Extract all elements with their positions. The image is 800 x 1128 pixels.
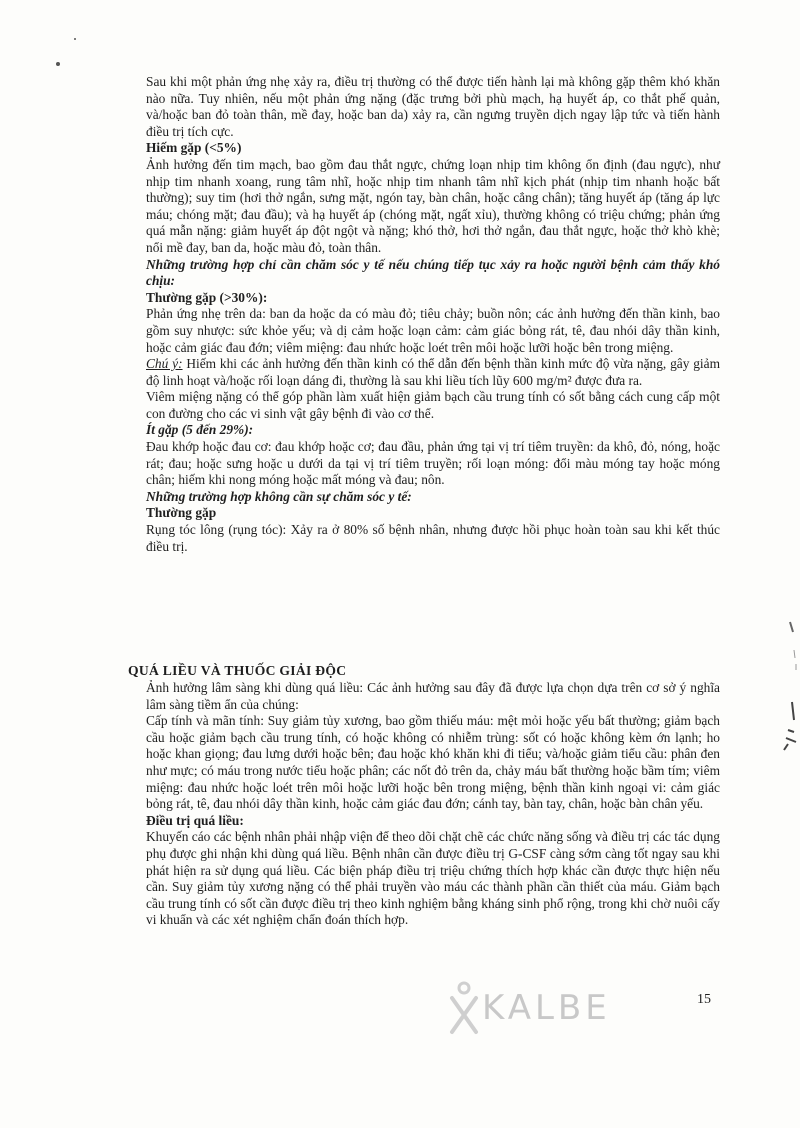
paragraph-less-common: Đau khớp hoặc đau cơ: đau khớp hoặc cơ; đau đầu, phản ứng tại vị trí tiêm truyền: da khô, đỏ, nóng, hoặc rát; đau; hoặc sưng hoặc u dưới da tại vị trí tiêm truyền; rối loạn móng: đổi màu móng tay hoặc móng chân; hiếm khi nong móng hoặc mất móng và đau; nôn. xyxy=(146,439,720,488)
note-text: Hiếm khi các ảnh hưởng đến thần kinh có thể dẫn đến bệnh thần kinh mức độ vừa nặng, gây giảm độ linh hoạt và/hoặc rối loạn dáng đi, thường là sau khi liều tích lũy 600 mg/m² được đưa ra. xyxy=(146,356,720,388)
paragraph-mild-reaction: Sau khi một phản ứng nhẹ xảy ra, điều trị thường có thể được tiến hành lại mà không gặp thêm khó khăn nào nữa. Tuy nhiên, nếu một phản ứng nặng (đặc trưng bởi phù mạch, hạ huyết áp, co thắt phế quản, và/hoặc ban đỏ toàn thân, mề đay, hoặc ban da) xảy ra, cần ngưng truyền dịch ngay lập tức và tiến hành điều trị tích cực. xyxy=(146,74,720,139)
adverse-effects-section xyxy=(146,74,720,555)
scan-speck xyxy=(74,38,76,40)
overdose-section xyxy=(146,680,720,929)
kalbe-watermark xyxy=(446,980,616,1040)
note-label: Chú ý: xyxy=(146,356,183,372)
paragraph-clinical-effects: Ảnh hưởng lâm sàng khi dùng quá liều: Các ảnh hưởng sau đây đã được lựa chọn dựa trên cơ sở ý nghĩa lâm sàng tiềm ẩn của chúng: xyxy=(146,680,720,712)
heading-common-30: Thường gặp (>30%): xyxy=(146,289,268,305)
kalbe-logo-icon xyxy=(446,980,486,1040)
heading-rare: Hiếm gặp (<5%) xyxy=(146,140,242,156)
watermark-text: KALBE xyxy=(482,988,611,1028)
scan-edge-marks xyxy=(776,620,800,780)
page-number: 15 xyxy=(697,992,711,1007)
paragraph-note xyxy=(146,356,720,389)
paragraph-common-30: Phản ứng nhẹ trên da: ban da hoặc da có màu đỏ; tiêu chảy; buồn nôn; các ảnh hưởng đến thần kinh, bao gồm suy nhược: sức khỏe yếu; và dị cảm hoặc loạn cảm: cảm giác bỏng rát, tê, đau nhói dây thần kinh, hoặc cảm giác đau đớn; viêm miệng: đau nhức hoặc loét trên môi hoặc lưỡi hoặc bên trong miệng. xyxy=(146,306,720,355)
heading-less-common: Ít gặp (5 đến 29%): xyxy=(146,422,254,438)
paragraph-overdose-treatment: Khuyến cáo các bệnh nhân phải nhập viện để theo dõi chặt chẽ các chức năng sống và điều trị các tác dụng phụ được ghi nhận khi dùng quá liều. Bệnh nhân cần được điều trị G-CSF càng sớm càng tốt ngay sau khi phát hiện ra sử dụng quá liều. Các biện pháp điều trị triệu chứng thích hợp khác cần được thực hiện nếu cần. Suy giảm tủy xương nặng có thể phải truyền vào máu các thành phần cần thiết của máu. Giảm bạch cầu trung tính có sốt cần được điều trị theo kinh nghiệm bằng kháng sinh phổ rộng, trong khi chờ nuôi cấy vi khuẩn và các xét nghiệm chẩn đoán thích hợp. xyxy=(146,829,720,928)
heading-overdose-treatment: Điều trị quá liều: xyxy=(146,812,244,828)
paragraph-stomatitis: Viêm miệng nặng có thể góp phần làm xuất hiện giảm bạch cầu trung tính có sốt bằng cách cung cấp một con đường cho các vi sinh vật gây bệnh đi vào cơ thể. xyxy=(146,389,720,421)
paragraph-acute-chronic: Cấp tính và mãn tính: Suy giảm tủy xương, bao gồm thiếu máu: mệt mỏi hoặc yếu bất thường; giảm bạch cầu hoặc giảm bạch cầu trung tính, có hoặc không có nhiễm trùng: sốt có hoặc không kèm ớn lạnh; ho hoặc khan giọng; đau lưng dưới hoặc bên; đau hoặc khó khăn khi đi tiểu; và/hoặc giảm tiểu cầu: phân đen như mực; có máu trong nước tiểu hoặc phân; các nốt đỏ trên da, chảy máu bất thường hoặc bầm tím; viêm miệng: đau nhức hoặc loét trên môi hoặc lưỡi hoặc bên trong miệng, bệnh thần kinh ngoại vi: cảm giác bỏng rát, tê, đau nhói dây thần kinh, hoặc cảm giác đau đớn; cánh tay, bàn tay, chân, hoặc bàn chân yếu. xyxy=(146,713,720,812)
paragraph-rare: Ảnh hưởng đến tim mạch, bao gồm đau thắt ngực, chứng loạn nhịp tim không ổn định (đau ngực), như nhịp tim nhanh xoang, rung tâm nhĩ, hoặc nhịp tim nhanh tâm nhĩ kịch phát (nhịp tim nhanh hoặc bất thường); suy tim (hơi thở ngắn, sưng mặt, ngón tay, bàn chân, hoặc cẳng chân); tăng huyết áp (tăng áp lực máu; chóng mặt; đau đầu); và hạ huyết áp (chóng mặt, ngất xỉu), thường không có triệu chứng; phản ứng quá mẫn nặng: giảm huyết áp đột ngột và nặng; khó thở, hơi thở ngắn, đau thắt ngực, hoặc thở khò khè; nổi mề đay, ban da, hoặc màu đỏ, toàn thân. xyxy=(146,156,720,255)
paragraph-hair-loss: Rụng tóc lông (rụng tóc): Xảy ra ở 80% số bệnh nhân, nhưng được hồi phục hoàn toàn sau khi kết thúc điều trị. xyxy=(146,522,720,554)
section-title-overdose: QUÁ LIỀU VÀ THUỐC GIẢI ĐỘC xyxy=(128,663,347,678)
heading-care-if-persist: Những trường hợp chỉ cần chăm sóc y tế nếu chúng tiếp tục xảy ra hoặc người bệnh cảm thấy khó chịu: xyxy=(146,256,720,289)
heading-common: Thường gặp xyxy=(146,505,217,521)
scan-speck xyxy=(56,62,60,66)
heading-no-care: Những trường hợp không cần sự chăm sóc y tế: xyxy=(146,488,412,504)
